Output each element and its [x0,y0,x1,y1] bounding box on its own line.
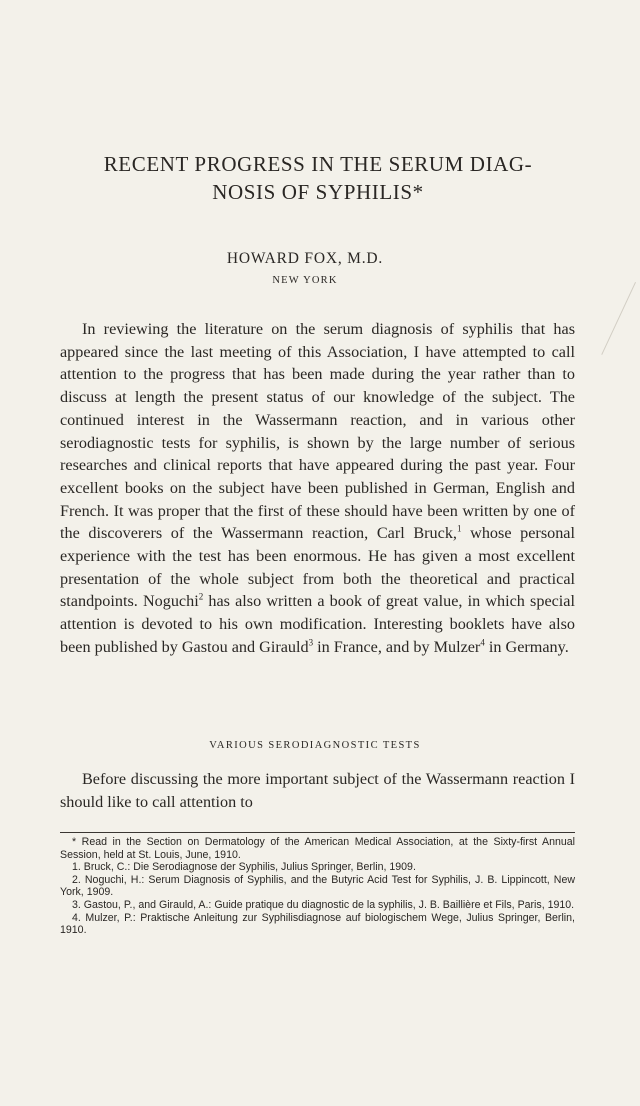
footnote-ref-4: 4 [480,637,485,648]
footnote-2: 2. Noguchi, H.: Serum Diagnosis of Syphilis, and the Butyric Acid Test for Syphilis, J. B. Lippincott, New York, 1909. [60,873,575,899]
section-heading: VARIOUS SERODIAGNOSTIC TESTS [209,740,421,751]
body-paragraph-2: Before discussing the more important subject of the Wassermann reaction I should like to call attention to [60,770,575,811]
paragraph-1-text-b: whose personal experience with the test has been enormous. He has given a most excellent presentation of the whole subject from both the theoretical and practical standpoints. Noguchi [60,524,575,611]
body-paragraph-1 [60,318,575,659]
article-title [58,150,578,206]
footnote-ref-2: 2 [198,592,204,603]
paragraph-1-text-e: in Germany. [484,637,569,656]
footnote-divider [60,832,575,833]
author-name: HOWARD FOX, M.D. [226,250,384,267]
article-title-line-2: NOSIS OF SYPHILIS* [212,180,424,204]
paragraph-1-text-d: in France, and by Mulzer [313,637,481,656]
author-location: NEW YORK [272,275,338,286]
footnote-star: * Read in the Section on Dermatology of the American Medical Association, at the Sixty-first Annual Session, held at St. Louis, June, 1910. [60,836,575,861]
footnote-ref-3: 3 [308,637,314,648]
footnotes [60,836,575,937]
footnote-4: 4. Mulzer, P.: Praktische Anleitung zur Syphilisdiagnose auf biologischem Wege, Julius Springer, Berlin, 1910. [60,911,575,937]
paragraph-1-text-a: In reviewing the literature on the serum diagnosis of syphilis that has appeared since the last meeting of this Association, I have attempted to call attention to the progress that has been made during the year rather than to discuss at length the present status of our knowledge of the subject. The continued interest in the Wassermann reaction, and in various other serodiagnostic tests for syphilis, is shown by the large number of serious researches and clinical reports that have appeared during the past year. Four excellent books on the subject have been published in German, English and French. It was proper that the first of these should have been written by one of the discoverers of the Wassermann reaction, Carl Bruck, [60,320,575,543]
paragraph-1-text-c: has also written a book of great value, in which special attention is devoted to his own modification. Interesting booklets have also been published by Gastou and Girauld [60,592,575,656]
article-title-line-1: RECENT PROGRESS IN THE SERUM DIAG- [103,152,533,176]
footnote-1: 1. Bruck, C.: Die Serodiagnose der Syphilis, Julius Springer, Berlin, 1909. [72,861,416,874]
footnote-3: 3. Gastou, P., and Girauld, A.: Guide pratique du diagnostic de la syphilis, J. B. Baillière et Fils, Paris, 1910. [72,898,575,911]
footnote-ref-1: 1 [456,523,462,534]
